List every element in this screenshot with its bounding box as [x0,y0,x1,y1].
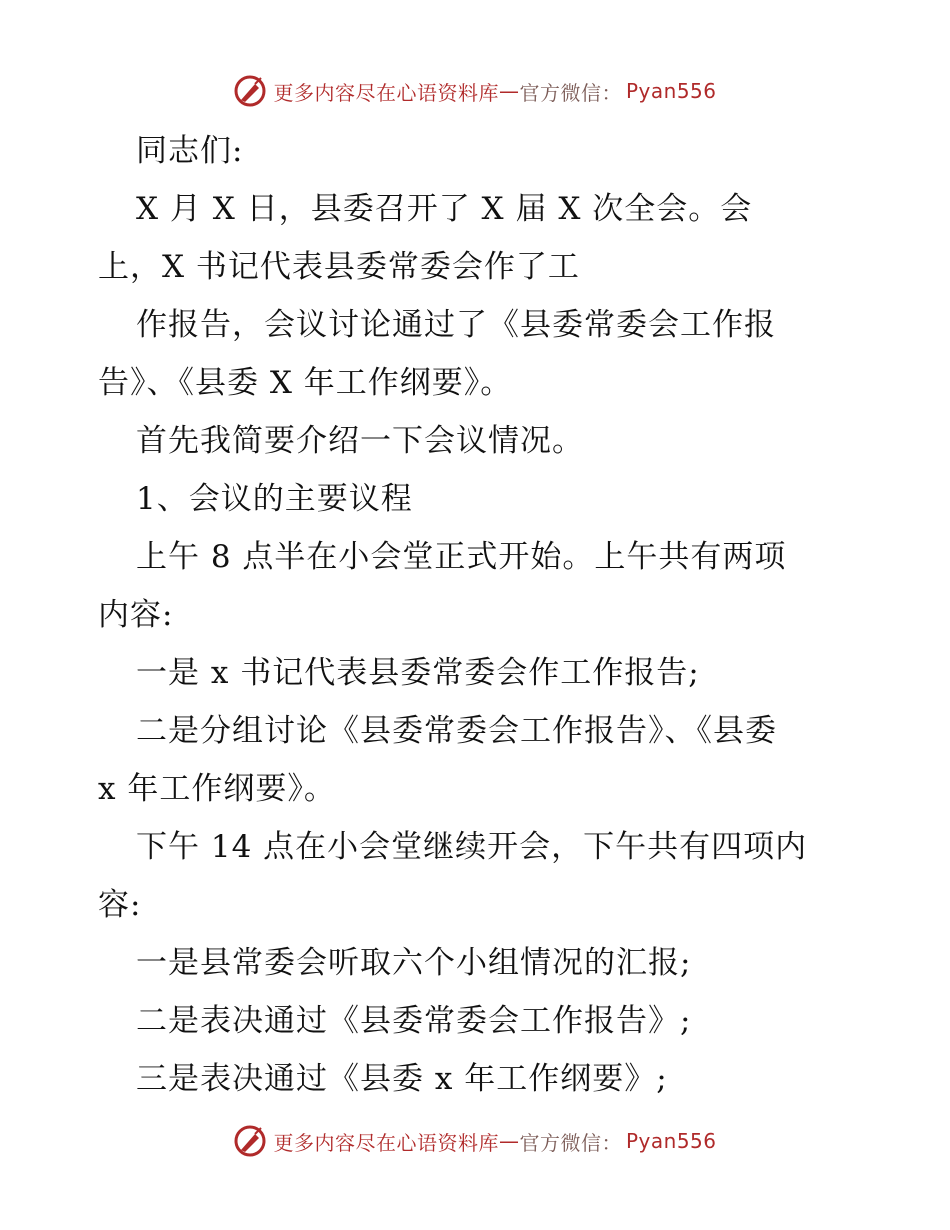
header-brand-text: 更多内容尽在心语资料库 [273,80,499,105]
header-wechat-id: Pyan556 [625,79,717,103]
document-body [98,122,858,1108]
footer-wechat-id: Pyan556 [625,1129,717,1153]
paragraph-line: X 月 X 日，县委召开了 X 届 X 次全会。会 [136,191,753,227]
paragraph-line: 内容: [98,597,174,633]
paragraph-line: 首先我简要介绍一下会议情况。 [136,423,584,459]
list-item: 一是 x 书记代表县委常委会作工作报告; [136,655,700,691]
footer-brand-text: 更多内容尽在心语资料库 [273,1130,499,1155]
header-dash: — [498,79,520,103]
paragraph-line: 告》、《县委 X 年工作纲要》。 [98,365,513,401]
quill-logo-icon [233,74,267,108]
footer-wechat-label: 官方微信： [519,1130,622,1155]
list-item: 三是表决通过《县委 x 年工作纲要》; [136,1061,668,1097]
paragraph-line: 上午 8 点半在小会堂正式开始。上午共有两项 [136,539,787,575]
footer-dash: — [498,1129,520,1153]
list-item: 二是表决通过《县委常委会工作报告》; [136,1003,692,1039]
paragraph-line: 作报告，会议讨论通过了《县委常委会工作报 [136,307,776,343]
list-item-continuation: x 年工作纲要》。 [98,771,336,807]
header-banner [0,71,950,111]
header-wechat-label: 官方微信： [519,80,622,105]
section-heading: 1、会议的主要议程 [136,481,413,517]
salutation: 同志们: [136,133,244,169]
list-item: 二是分组讨论《县委常委会工作报告》、《县委 [136,713,777,749]
list-item: 一是县常委会听取六个小组情况的汇报; [136,945,692,981]
quill-logo-icon [233,1124,267,1158]
paragraph-line: 上，X 书记代表县委常委会作了工 [98,249,580,285]
paragraph-line: 下午 14 点在小会堂继续开会，下午共有四项内 [136,829,808,865]
paragraph-line: 容: [98,887,142,923]
footer-banner [0,1121,950,1161]
